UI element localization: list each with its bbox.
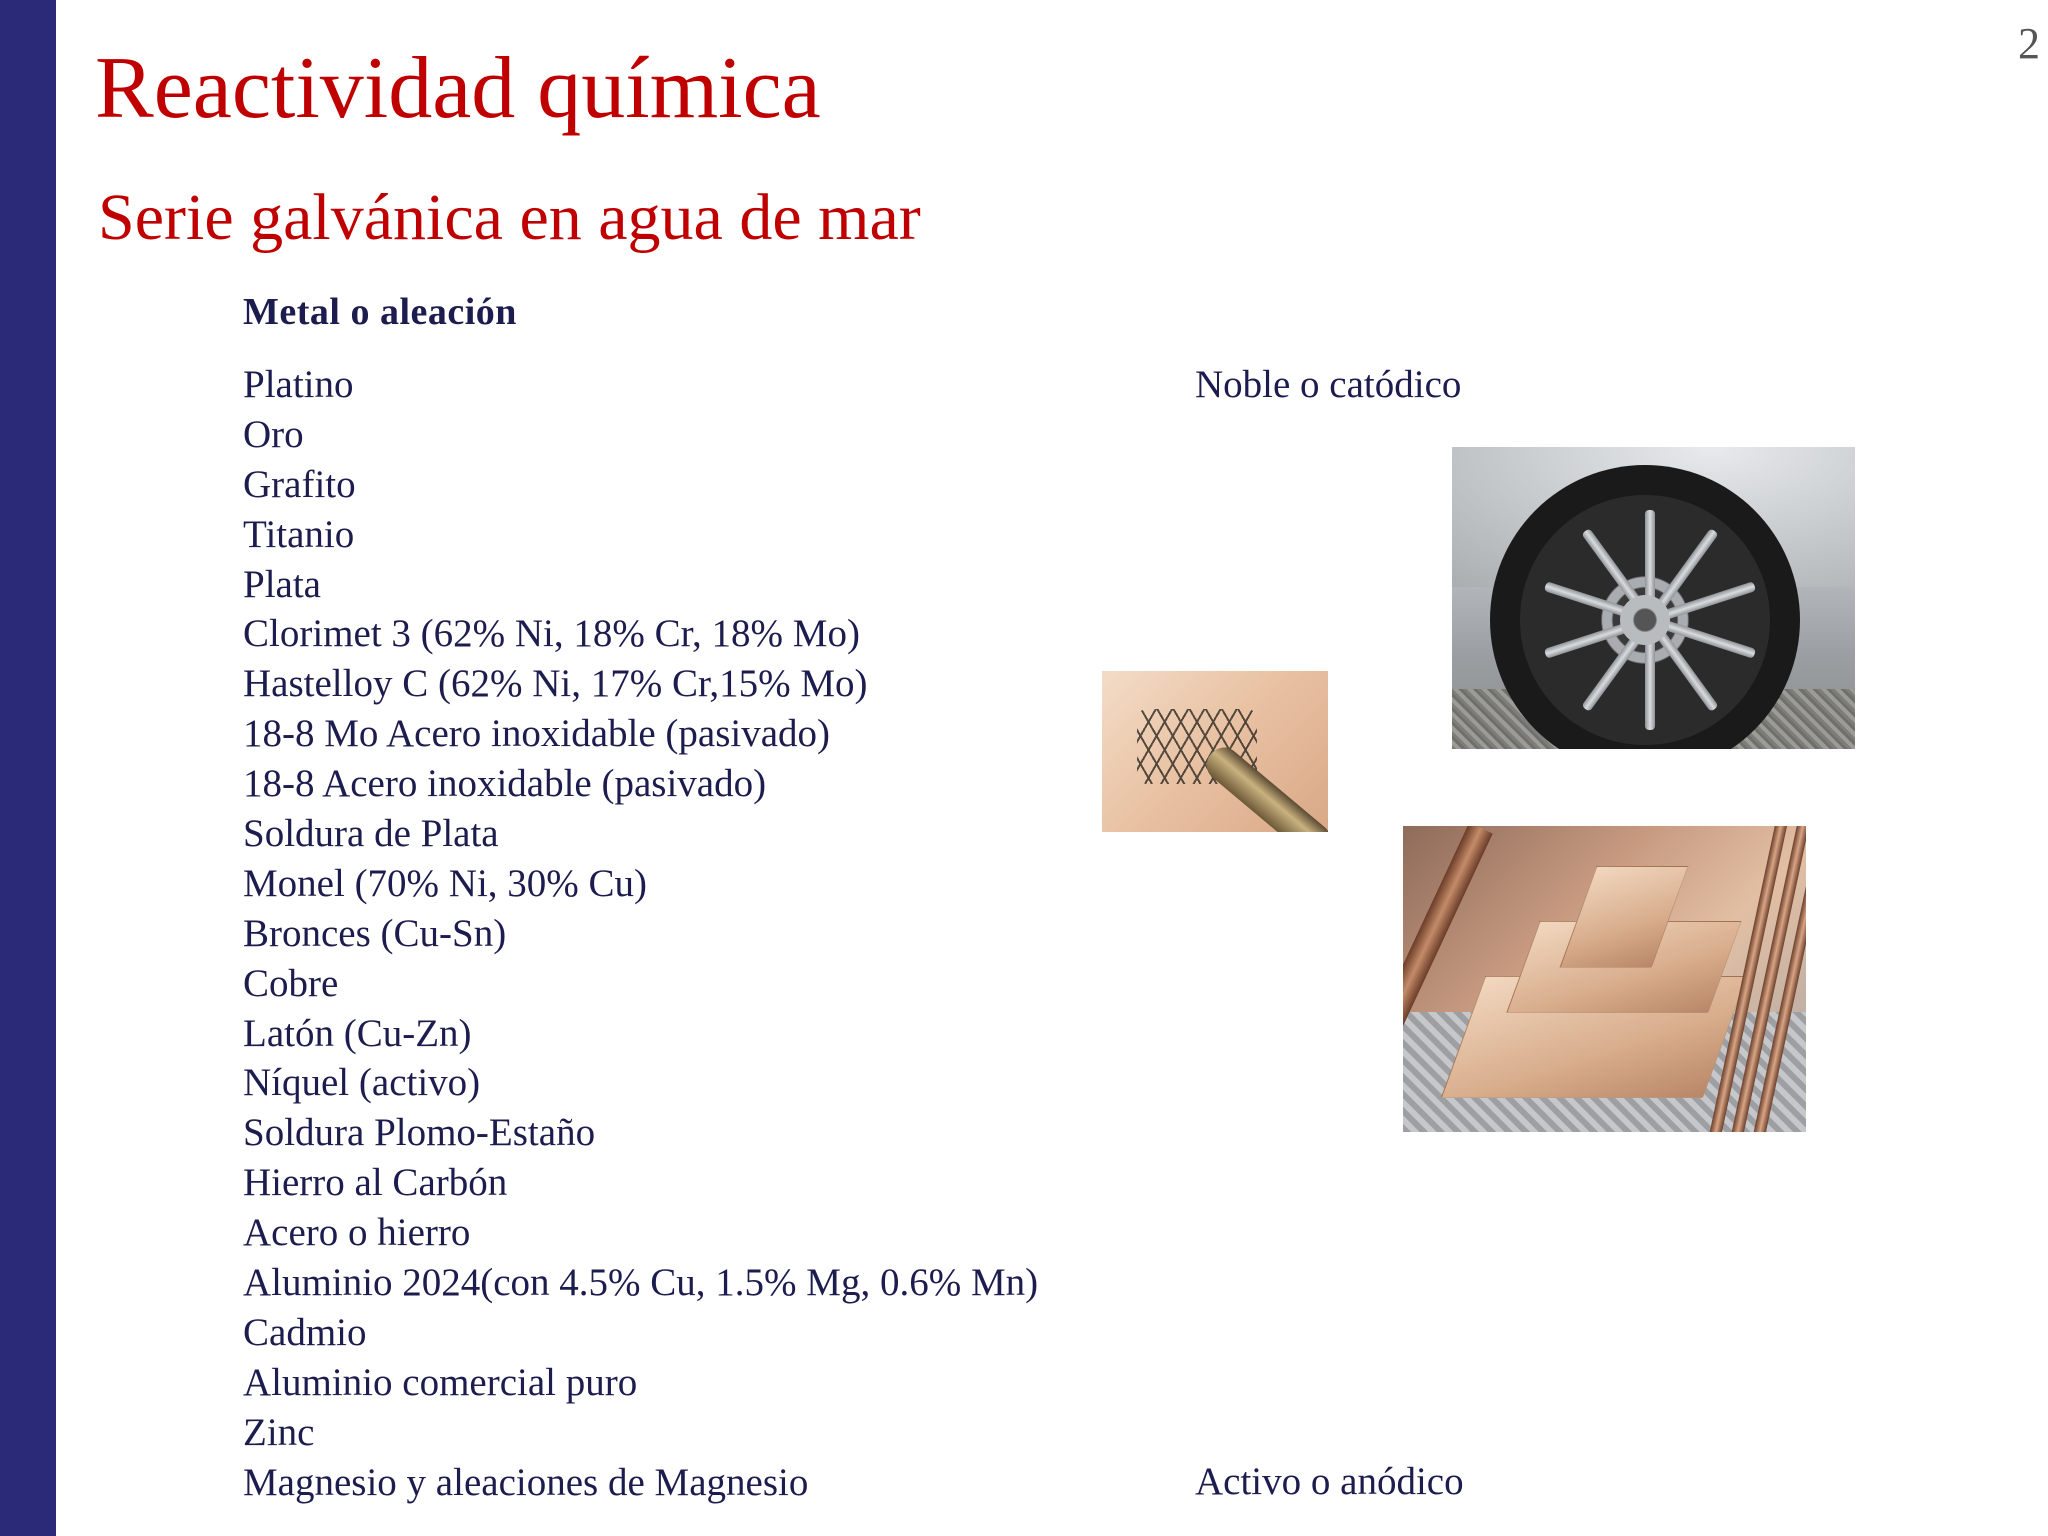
copper-blocks-photo — [1403, 826, 1806, 1132]
list-item: Clorimet 3 (62% Ni, 18% Cr, 18% Mo) — [243, 612, 860, 656]
left-accent-bar — [0, 0, 56, 1536]
galvanic-series-list — [243, 360, 1038, 1507]
list-item: Monel (70% Ni, 30% Cu) — [243, 861, 648, 905]
list-item: Magnesio y aleaciones de Magnesio — [243, 1460, 809, 1504]
list-item: Soldura Plomo-Estaño — [243, 1111, 596, 1155]
list-item: Oro — [243, 412, 304, 456]
list-item: Aluminio 2024(con 4.5% Cu, 1.5% Mg, 0.6% Mn) — [243, 1261, 1039, 1305]
stent-photo — [1102, 671, 1328, 832]
list-item: Plata — [243, 562, 321, 606]
list-item: Níquel (activo) — [243, 1061, 481, 1105]
list-item: Soldura de Plata — [243, 812, 499, 856]
slide-title: Reactividad química — [95, 40, 821, 137]
list-item: Hastelloy C (62% Ni, 17% Cr,15% Mo) — [243, 662, 868, 706]
list-item: Titanio — [243, 512, 355, 556]
list-item: Cobre — [243, 961, 339, 1005]
stent-rod-shape — [1200, 741, 1328, 832]
list-item: Hierro al Carbón — [243, 1161, 508, 1205]
page-number: 2 — [2018, 19, 2040, 68]
noble-cathodic-label: Noble o catódico — [1195, 363, 1462, 406]
list-item: Zinc — [243, 1410, 315, 1454]
active-anodic-label: Activo o anódico — [1195, 1460, 1464, 1503]
list-item: Bronces (Cu-Sn) — [243, 911, 507, 955]
hub-shape — [1620, 595, 1670, 645]
car-wheel-photo — [1452, 447, 1855, 749]
list-item: 18-8 Acero inoxidable (pasivado) — [243, 762, 767, 806]
list-item: Aluminio comercial puro — [243, 1360, 638, 1404]
slide-subtitle: Serie galvánica en agua de mar — [98, 181, 921, 254]
list-item: 18-8 Mo Acero inoxidable (pasivado) — [243, 712, 831, 756]
list-item: Acero o hierro — [243, 1211, 471, 1255]
list-item: Latón (Cu-Zn) — [243, 1011, 472, 1055]
list-item: Grafito — [243, 462, 356, 506]
list-item: Platino — [243, 363, 354, 406]
table-header: Metal o aleación — [243, 291, 517, 333]
list-item: Cadmio — [243, 1310, 367, 1354]
